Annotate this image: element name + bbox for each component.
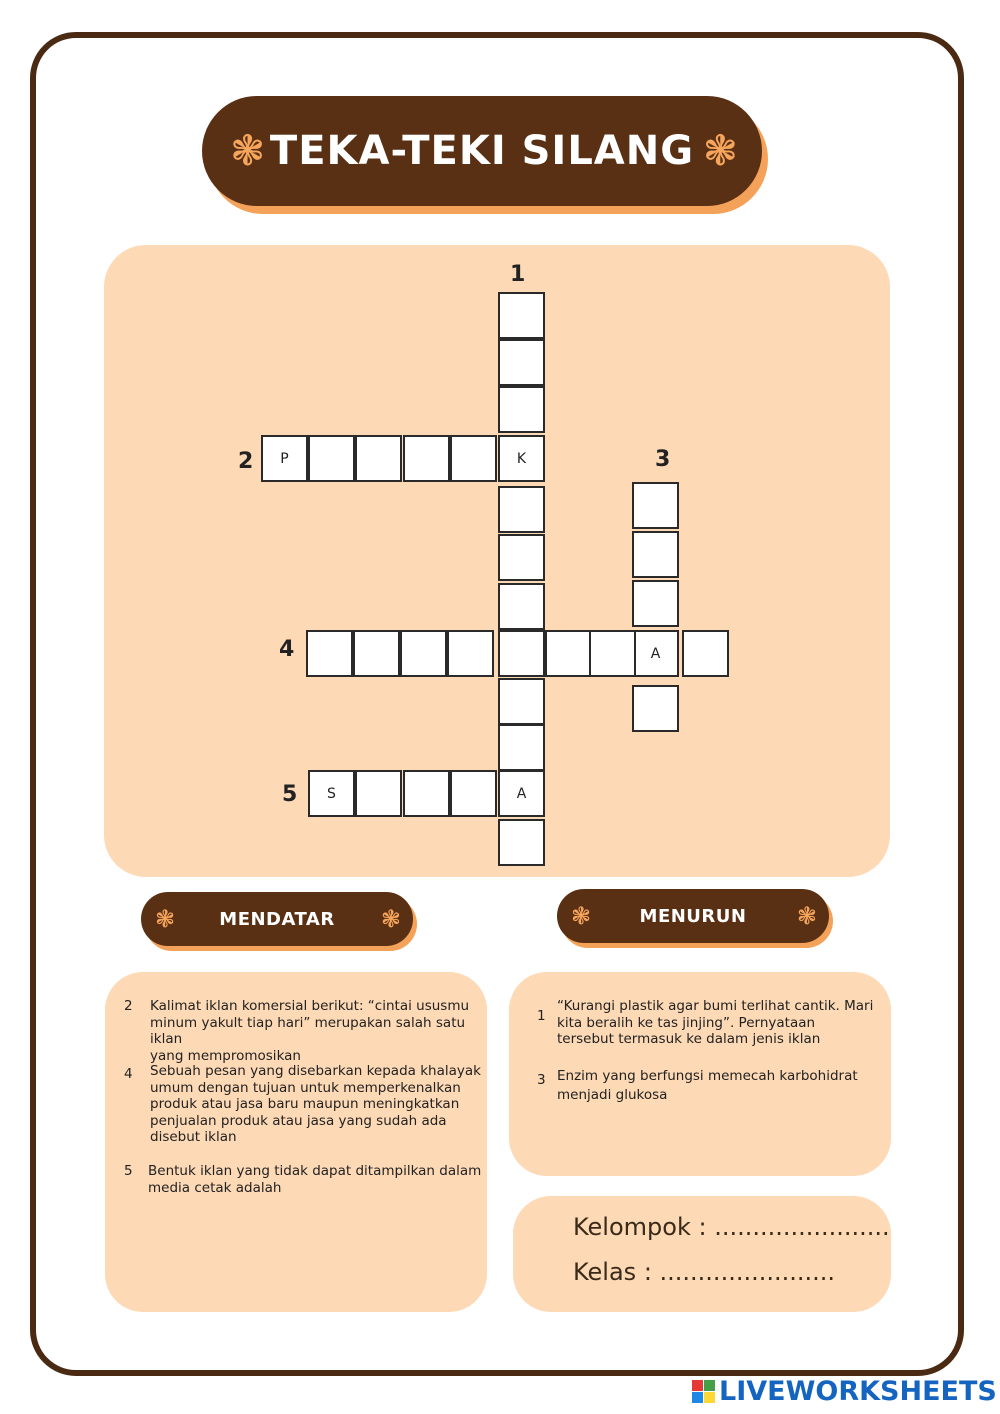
crossword-cell[interactable] (498, 534, 545, 581)
menurun-header (557, 889, 829, 943)
clue-text: Sebuah pesan yang disebarkan kepada khalayak umum dengan tujuan untuk memperkenalkan produk atau jasa baru maupun meningkatkan penjualan produk atau jasa yang sudah ada disebut iklan (150, 1063, 481, 1145)
crossword-cell[interactable] (498, 486, 545, 533)
crossword-cell[interactable] (308, 435, 355, 482)
crossword-cell[interactable] (400, 630, 447, 677)
crossword-cell[interactable] (498, 583, 545, 630)
clue-text: Kalimat iklan komersial berikut: “cintai ususmu minum yakult tiap hari” merupakan salah satu iklan yang mempromosikan (150, 998, 470, 1064)
crossword-cell[interactable] (498, 630, 545, 677)
crossword-cell[interactable] (682, 630, 729, 677)
clue-number-1: 1 (510, 262, 526, 287)
crossword-cell[interactable] (353, 630, 400, 677)
crossword-cell[interactable] (355, 435, 402, 482)
clue-text: Bentuk iklan yang tidak dapat ditampilkan dalam media cetak adalah (148, 1163, 482, 1196)
crossword-cell[interactable] (498, 339, 545, 386)
flower-icon: ❃ (571, 902, 592, 930)
flower-icon: ❃ (380, 905, 401, 933)
clue-number: 1 (537, 1008, 546, 1024)
kelas-field[interactable]: Kelas : ....................... (573, 1258, 835, 1286)
flower-icon: ❃ (230, 126, 266, 175)
crossword-cell[interactable] (403, 435, 450, 482)
mendatar-label: MENDATAR (219, 908, 335, 930)
crossword-cell[interactable] (632, 531, 679, 578)
mendatar-header (141, 892, 413, 946)
flower-icon: ❃ (796, 902, 817, 930)
clue-number: 4 (124, 1066, 133, 1082)
page-title: TEKA-TEKI SILANG (269, 128, 695, 174)
kelompok-field[interactable]: Kelompok : ....................... (573, 1213, 890, 1241)
crossword-cell[interactable] (498, 386, 545, 433)
crossword-cell[interactable] (447, 630, 494, 677)
crossword-cell[interactable]: A (632, 630, 679, 677)
crossword-cell[interactable] (403, 770, 450, 817)
crossword-cell[interactable] (545, 630, 592, 677)
crossword-cell[interactable] (632, 685, 679, 732)
crossword-cell[interactable] (450, 435, 497, 482)
clue-text: “Kurangi plastik agar bumi terlihat cantik. Mari kita beralih ke tas jinjing”. Pernyataan tersebut termasuk ke dalam jenis iklan (557, 998, 874, 1047)
clue-number: 3 (537, 1072, 546, 1088)
clue-number: 2 (124, 998, 133, 1014)
logo-icon (692, 1380, 715, 1403)
liveworksheets-logo[interactable] (692, 1374, 997, 1408)
flower-icon: ❃ (702, 126, 738, 175)
clue-number-2: 2 (238, 449, 254, 474)
title-banner (202, 96, 762, 206)
crossword-cell[interactable]: P (261, 435, 308, 482)
clue-number-4: 4 (279, 637, 295, 662)
crossword-cell[interactable] (632, 482, 679, 529)
clue-number: 5 (124, 1163, 133, 1179)
crossword-panel (104, 245, 890, 877)
clue-number-3: 3 (655, 447, 671, 472)
crossword-cell[interactable]: S (308, 770, 355, 817)
crossword-cell[interactable] (498, 292, 545, 339)
crossword-cell[interactable] (498, 819, 545, 866)
crossword-cell[interactable]: K (498, 435, 545, 482)
brand-name: LIVEWORKSHEETS (719, 1375, 997, 1407)
crossword-cell[interactable] (632, 580, 679, 627)
crossword-cell[interactable] (589, 630, 636, 677)
crossword-cell[interactable]: A (498, 770, 545, 817)
clue-text: Enzim yang berfungsi memecah karbohidrat menjadi glukosa (557, 1068, 858, 1103)
menurun-label: MENURUN (639, 905, 747, 927)
crossword-cell[interactable] (498, 678, 545, 725)
crossword-cell[interactable] (498, 724, 545, 771)
crossword-cell[interactable] (306, 630, 353, 677)
flower-icon: ❃ (155, 905, 176, 933)
crossword-cell[interactable] (355, 770, 402, 817)
crossword-cell[interactable] (450, 770, 497, 817)
clue-number-5: 5 (282, 782, 298, 807)
